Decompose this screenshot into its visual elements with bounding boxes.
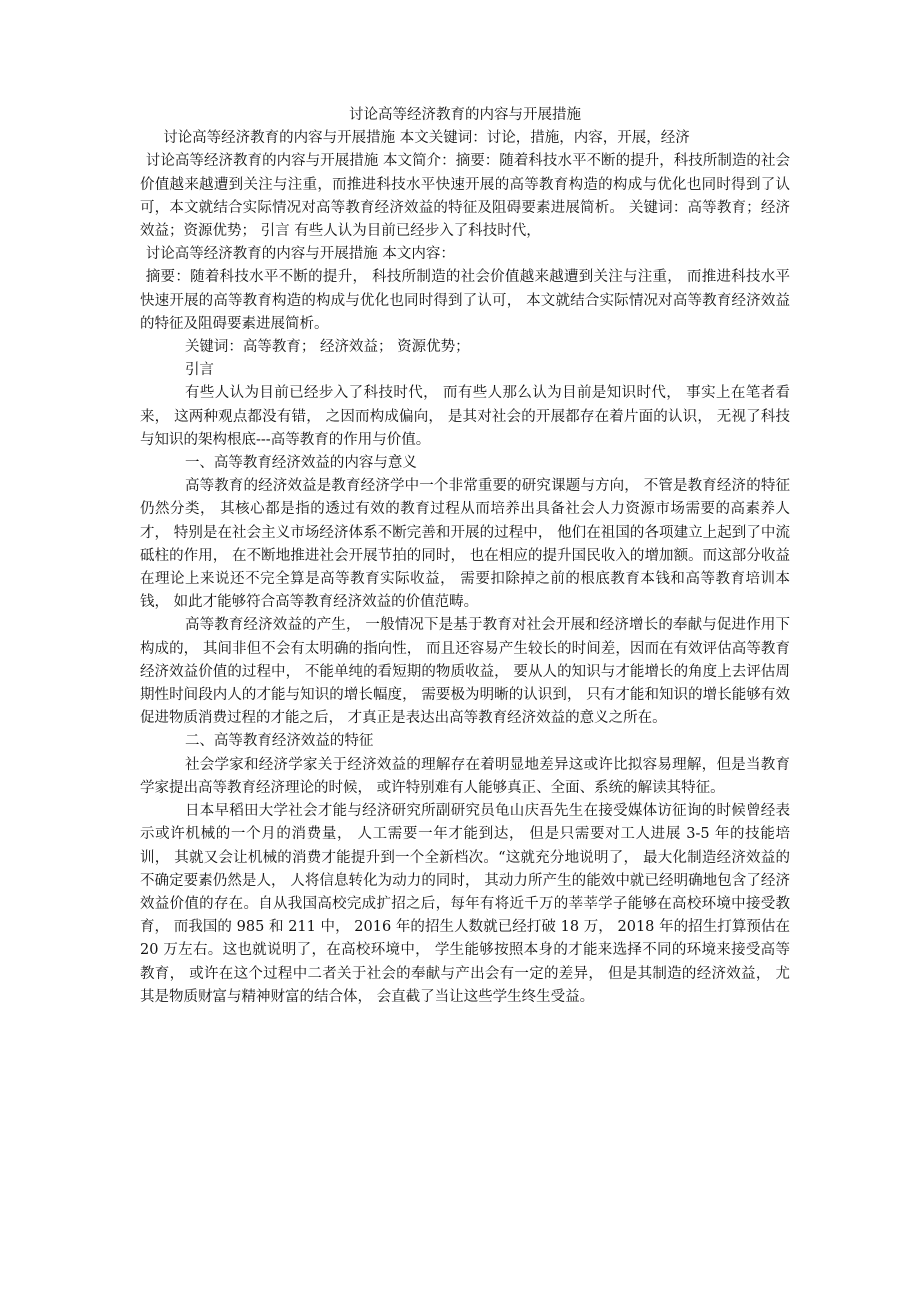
abstract-paragraph: 摘要：随着科技水平不断的提升， 科技所制造的社会价值越来越遭到关注与注重， 而推进科技水平快速开展的高等教育构造的构成与优化也同时得到了认可， 本文就结合实际情况对高等教育经济效益的特征及阻碍要素进展简析。 [140, 269, 790, 332]
meta-summary-paragraph: 讨论高等经济教育的内容与开展措施 本文简介：摘要：随着科技水平不断的提升，科技所制造的社会价值越来越遭到关注与注重，而推进科技水平快速开展的高等教育构造的构成与优化也同时得到了认可，本文就结合实际情况对高等教育经济效益的特征及阻碍要素进展简析。 关键词：高等教育；经济效益；资源优势； 引言 有些人认为目前已经步入了科技时代， [140, 153, 790, 240]
section2-paragraph-1: 社会学家和经济学家关于经济效益的理解存在着明显地差异这或许比拟容易理解，但是当教育学家提出高等教育经济理论的时候， 或许特别难有人能够真正、全面、系统的解读其特征。 [140, 756, 790, 796]
document-page [140, 104, 790, 1009]
intro-heading: 引言 [184, 362, 214, 379]
document-title: 讨论高等经济教育的内容与开展措施 [349, 107, 581, 123]
content-header: 讨论高等经济教育的内容与开展措施 本文内容： [145, 246, 455, 263]
section1-heading: 一、高等教育经济效益的内容与意义 [184, 455, 417, 472]
section2-heading: 二、高等教育经济效益的特征 [184, 733, 374, 750]
keywords-line: 关键词：高等教育； 经济效益； 资源优势； [184, 339, 470, 356]
meta-keywords-line: 讨论高等经济教育的内容与开展措施 本文关键词：讨论，措施，内容，开展，经济 [163, 130, 690, 147]
section2-paragraph-2: 日本早稻田大学社会才能与经济研究所副研究员龟山庆吾先生在接受媒体访征询的时候曾经表示或许机械的一个月的消费量， 人工需要一年才能到达， 但是只需要对工人进展 3-5 年的技能培训， 其就又会让机械的消费才能提升到一个全新档次。“这就充分地说明了， 最大化制造经济效益的不确定要素仍然是人， 人将信息转化为动力的同时， 其动力所产生的能效中就已经明确地包含了经济效益价值的存在。自从我国高校完成扩招之后，每年有将近千万的莘莘学子能够在高校环境中接受教育， 而我国的 985 和 211 中， 2016 年的招生人数就已经打破 18 万， 2018 年的招生打算预估在 20 万左右。这也就说明了，在高校环境中， 学生能够按照本身的才能来选择不同的环境来接受高等教育， 或许在这个过程中二者关于社会的奉献与产出会有一定的差异， 但是其制造的经济效益， 尤其是物质财富与精神财富的结合体， 会直截了当让这些学生终生受益。 [140, 803, 790, 1005]
intro-paragraph: 有些人认为目前已经步入了科技时代， 而有些人那么认为目前是知识时代， 事实上在笔者看来， 这两种观点都没有错， 之因而构成偏向， 是其对社会的开展都存在着片面的认识， 无视了科技与知识的架构根底---高等教育的作用与价值。 [140, 385, 790, 448]
section1-paragraph-2: 高等教育经济效益的产生， 一般情况下是基于教育对社会开展和经济增长的奉献与促进作用下构成的， 其间非但不会有太明确的指向性， 而且还容易产生较长的时间差，因而在有效评估高等教育经济效益价值的过程中， 不能单纯的看短期的物质收益， 要从人的知识与才能增长的角度上去评估周期性时间段内人的才能与知识的增长幅度， 需要极为明晰的认识到， 只有才能和知识的增长能够有效促进物质消费过程的才能之后， 才真正是表达出高等教育经济效益的意义之所在。 [140, 617, 790, 727]
section1-paragraph-1: 高等教育的经济效益是教育经济学中一个非常重要的研究课题与方向， 不管是教育经济的特征仍然分类， 其核心都是指的透过有效的教育过程从而培养出具备社会人力资源市场需要的高素养人才， 特别是在社会主义市场经济体系不断完善和开展的过程中， 他们在祖国的各项建立上起到了中流砥柱的作用， 在不断地推进社会开展节拍的同时， 也在相应的提升国民收入的增加额。而这部分收益在理论上来说还不完全算是高等教育实际收益， 需要扣除掉之前的根底教育本钱和高等教育培训本钱， 如此才能够符合高等教育经济效益的价值范畴。 [140, 478, 790, 611]
